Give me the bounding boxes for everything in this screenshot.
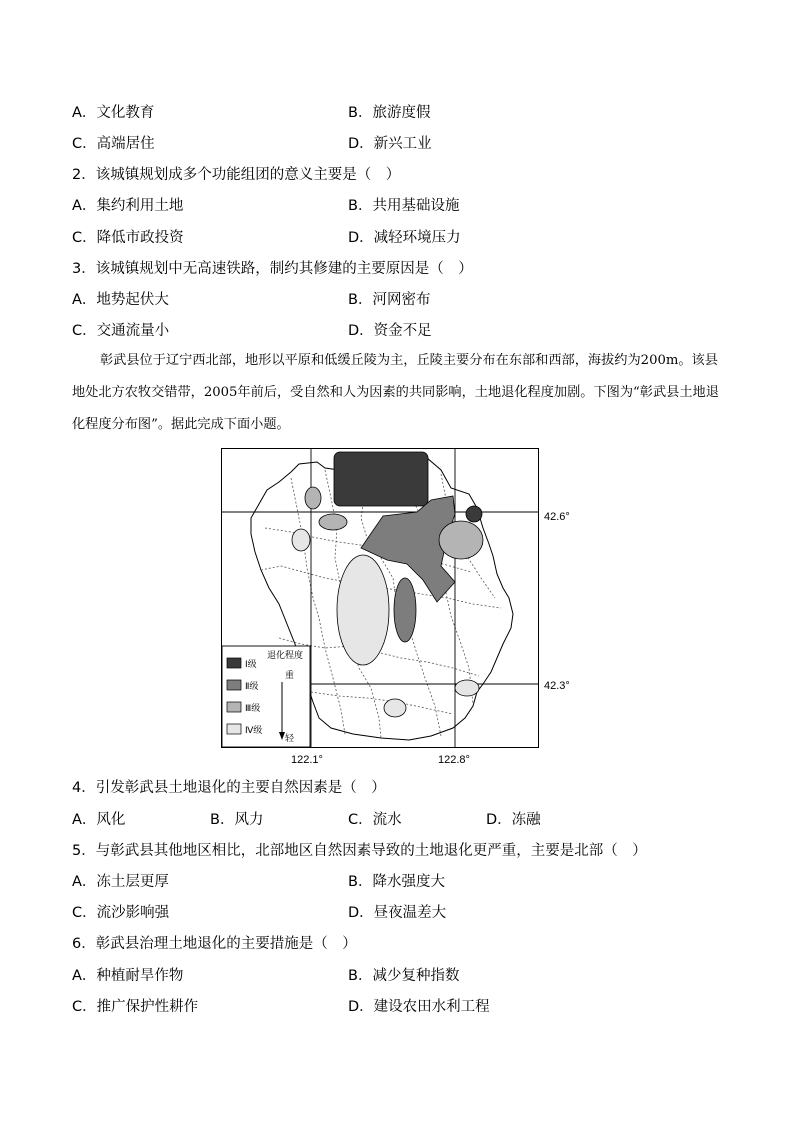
legend-label-4: Ⅳ级 xyxy=(245,725,263,735)
q5-option-c: C．流沙影响强 xyxy=(72,905,170,921)
q2-option-b: B．共用基础设施 xyxy=(348,198,460,214)
legend-label-1: Ⅰ级 xyxy=(245,659,257,669)
zone-level-4-w xyxy=(292,529,310,551)
latitude-label-bottom: 42.3° xyxy=(544,680,570,692)
q5-stem: 5．与彰武县其他地区相比，北部地区自然因素导致的土地退化更严重，主要是北部（ ） xyxy=(72,843,647,859)
q2-option-c: C．降低市政投资 xyxy=(72,230,184,246)
q3-option-c: C．交通流量小 xyxy=(72,323,170,339)
latitude-label-top: 42.6° xyxy=(544,511,570,523)
zone-level-3-n xyxy=(319,514,347,530)
q1-option-a: A．文化教育 xyxy=(72,105,155,121)
zone-level-4-s xyxy=(384,699,406,717)
q2-stem: 2．该城镇规划成多个功能组团的意义主要是（ ） xyxy=(72,167,401,183)
longitude-label-right: 122.8° xyxy=(438,754,470,766)
zone-level-3-e xyxy=(439,521,483,559)
zone-level-2-central xyxy=(394,578,416,642)
q6-stem: 6．彰武县治理土地退化的主要措施是（ ） xyxy=(72,936,357,952)
q3-stem: 3．该城镇规划中无高速铁路，制约其修建的主要原因是（ ） xyxy=(72,261,473,277)
map-legend xyxy=(222,646,310,747)
q6-option-b: B．减少复种指数 xyxy=(348,968,460,984)
legend-heavy-label: 重 xyxy=(285,670,295,680)
zone-level-3-nw xyxy=(305,487,321,509)
q1-option-c: C．高端居住 xyxy=(72,136,155,152)
q5-option-d: D．昼夜温差大 xyxy=(348,905,447,921)
q3-option-b: B．河网密布 xyxy=(348,292,431,308)
q1-option-d: D．新兴工业 xyxy=(348,136,432,152)
legend-label-3: Ⅲ级 xyxy=(245,703,261,713)
legend-title: 退化程度 xyxy=(267,650,304,660)
zone-level-1 xyxy=(334,452,428,506)
q6-option-a: A．种植耐旱作物 xyxy=(72,968,184,984)
q1-option-b: B．旅游度假 xyxy=(348,105,431,121)
zone-level-4-se xyxy=(455,680,479,696)
q4-option-a: A．风化 xyxy=(72,812,126,828)
q5-option-a: A．冻土层更厚 xyxy=(72,874,169,890)
legend-swatch-1 xyxy=(227,658,241,668)
q4-option-c: C．流水 xyxy=(348,812,402,828)
q4-option-d: D．冻融 xyxy=(486,812,541,828)
q4-option-b: B．风力 xyxy=(210,812,264,828)
q5-option-b: B．降水强度大 xyxy=(348,874,445,890)
legend-swatch-3 xyxy=(227,702,241,712)
longitude-label-left: 122.1° xyxy=(291,754,323,766)
land-degradation-map xyxy=(221,448,539,748)
q2-option-d: D．减轻环境压力 xyxy=(348,230,461,246)
q3-option-d: D．资金不足 xyxy=(348,323,432,339)
q6-option-d: D．建设农田水利工程 xyxy=(348,999,490,1015)
zone-level-4-central xyxy=(337,555,389,665)
q4-stem: 4．引发彰武县土地退化的主要自然因素是（ ） xyxy=(72,780,386,796)
zone-level-1-small xyxy=(466,506,482,522)
legend-label-2: Ⅱ级 xyxy=(245,681,259,691)
reading-passage: 彰武县位于辽宁西北部，地形以平原和低缓丘陵为主，丘陵主要分布在东部和西部，海拔约为200m。该县地处北方农牧交错带，2005年前后，受自然和人为因素的共同影响，土地退化程度加剧。下图为“彰武县土地退化程度分布图”。据此完成下面小题。 xyxy=(72,353,719,432)
legend-swatch-4 xyxy=(227,724,241,734)
legend-light-label: 轻 xyxy=(285,733,295,743)
q2-option-a: A．集约利用土地 xyxy=(72,198,184,214)
q3-option-a: A．地势起伏大 xyxy=(72,292,169,308)
legend-swatch-2 xyxy=(227,680,241,690)
q6-option-c: C．推广保护性耕作 xyxy=(72,999,199,1015)
